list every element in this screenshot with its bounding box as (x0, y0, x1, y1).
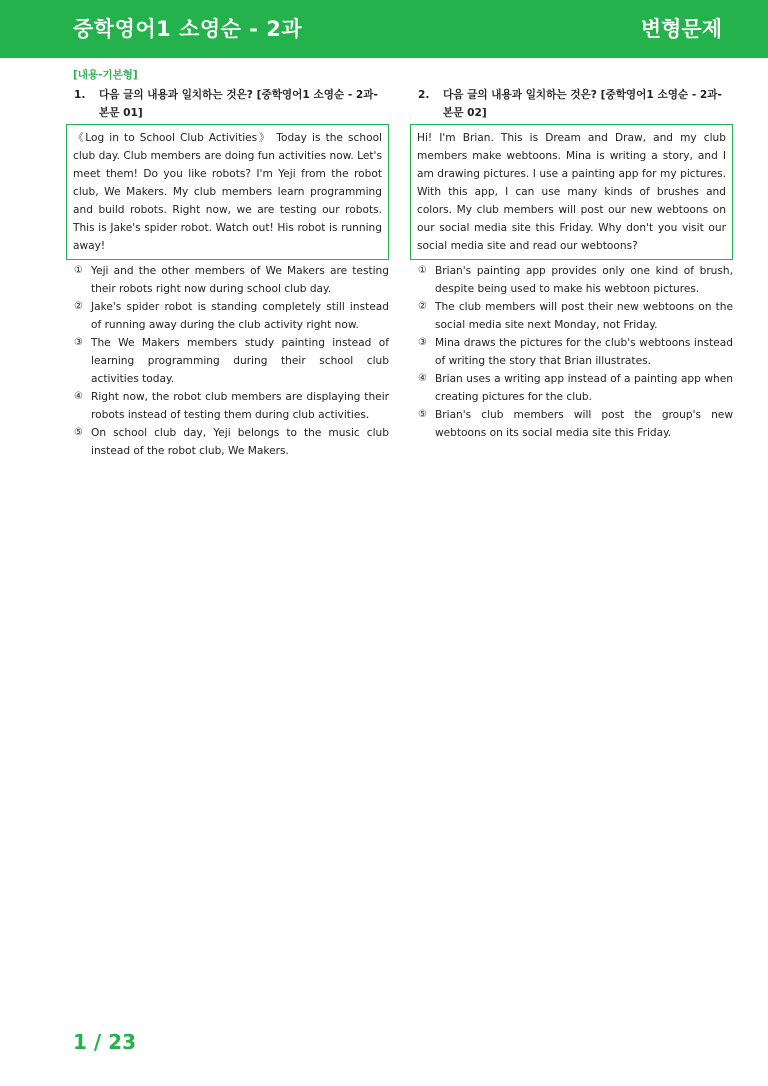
option-text: The club members will post their new webtoons on the social media site next Monday, not Friday. (435, 301, 733, 331)
option-text: Brian's club members will post the group's new webtoons on its social media site this Friday. (435, 409, 733, 439)
page-number: 1 / 23 (73, 1030, 136, 1054)
header-right-label: 변형문제 (640, 17, 722, 41)
option-number: ⑤ (74, 427, 83, 438)
option-text: Right now, the robot club members are displaying their robots instead of testing them during club activities. (91, 391, 389, 421)
option-number: ① (418, 265, 427, 276)
answer-options (66, 262, 389, 460)
answer-option-4[interactable] (66, 388, 389, 424)
header-bar (0, 0, 768, 58)
passage-box: Hi! I'm Brian. This is Dream and Draw, and my club members make webtoons. Mina is writing a story, and I am drawing pictures. I use a painting app for my pictures. With this app, I can use many kinds of brushes and colors. My club members will post our new webtoons on our social media site this Friday. Why don't you visit our social media site and read our webtoons? (410, 124, 733, 260)
question-2 (410, 86, 733, 442)
answer-option-5[interactable] (410, 406, 733, 442)
question-number: 2. (418, 89, 430, 101)
passage-box: 《Log in to School Club Activities》 Today is the school club day. Club members are doing fun activities now. Let's meet them! Do you like robots? I'm Yeji from the robot club, We Makers. My club members learn programming and build robots. Right now, we are testing our robots. This is Jake's spider robot. Watch out! His robot is running away! (66, 124, 389, 260)
option-number: ② (74, 301, 83, 312)
option-text: Yeji and the other members of We Makers are testing their robots right now during school club day. (91, 265, 389, 295)
option-number: ③ (418, 337, 427, 348)
answer-option-1[interactable] (66, 262, 389, 298)
question-category: [내용-기본형] (73, 69, 138, 81)
option-number: ③ (74, 337, 83, 348)
option-number: ④ (74, 391, 83, 402)
answer-option-3[interactable] (410, 334, 733, 370)
answer-option-2[interactable] (410, 298, 733, 334)
question-prompt-text: 다음 글의 내용과 일치하는 것은? [중학영어1 소영순 - 2과-본문 01] (99, 89, 378, 119)
header-title: 중학영어1 소영순 - 2과 (73, 17, 303, 41)
option-text: Brian uses a writing app instead of a painting app when creating pictures for the club. (435, 373, 733, 403)
option-text: Mina draws the pictures for the club's webtoons instead of writing the story that Brian illustrates. (435, 337, 733, 367)
answer-options (410, 262, 733, 442)
question-1 (66, 86, 389, 460)
answer-option-5[interactable] (66, 424, 389, 460)
option-text: The We Makers members study painting instead of learning programming during their school club activities today. (91, 337, 389, 385)
option-text: Jake's spider robot is standing completely still instead of running away during the club activity right now. (91, 301, 389, 331)
question-prompt-text: 다음 글의 내용과 일치하는 것은? [중학영어1 소영순 - 2과-본문 02] (443, 89, 722, 119)
option-text: Brian's painting app provides only one kind of brush, despite being used to make his webtoon pictures. (435, 265, 733, 295)
option-text: On school club day, Yeji belongs to the music club instead of the robot club, We Makers. (91, 427, 389, 457)
answer-option-2[interactable] (66, 298, 389, 334)
question-number: 1. (74, 89, 86, 101)
answer-option-3[interactable] (66, 334, 389, 388)
option-number: ① (74, 265, 83, 276)
answer-option-1[interactable] (410, 262, 733, 298)
question-prompt (410, 86, 733, 122)
option-number: ⑤ (418, 409, 427, 420)
question-prompt (66, 86, 389, 122)
answer-option-4[interactable] (410, 370, 733, 406)
option-number: ② (418, 301, 427, 312)
option-number: ④ (418, 373, 427, 384)
